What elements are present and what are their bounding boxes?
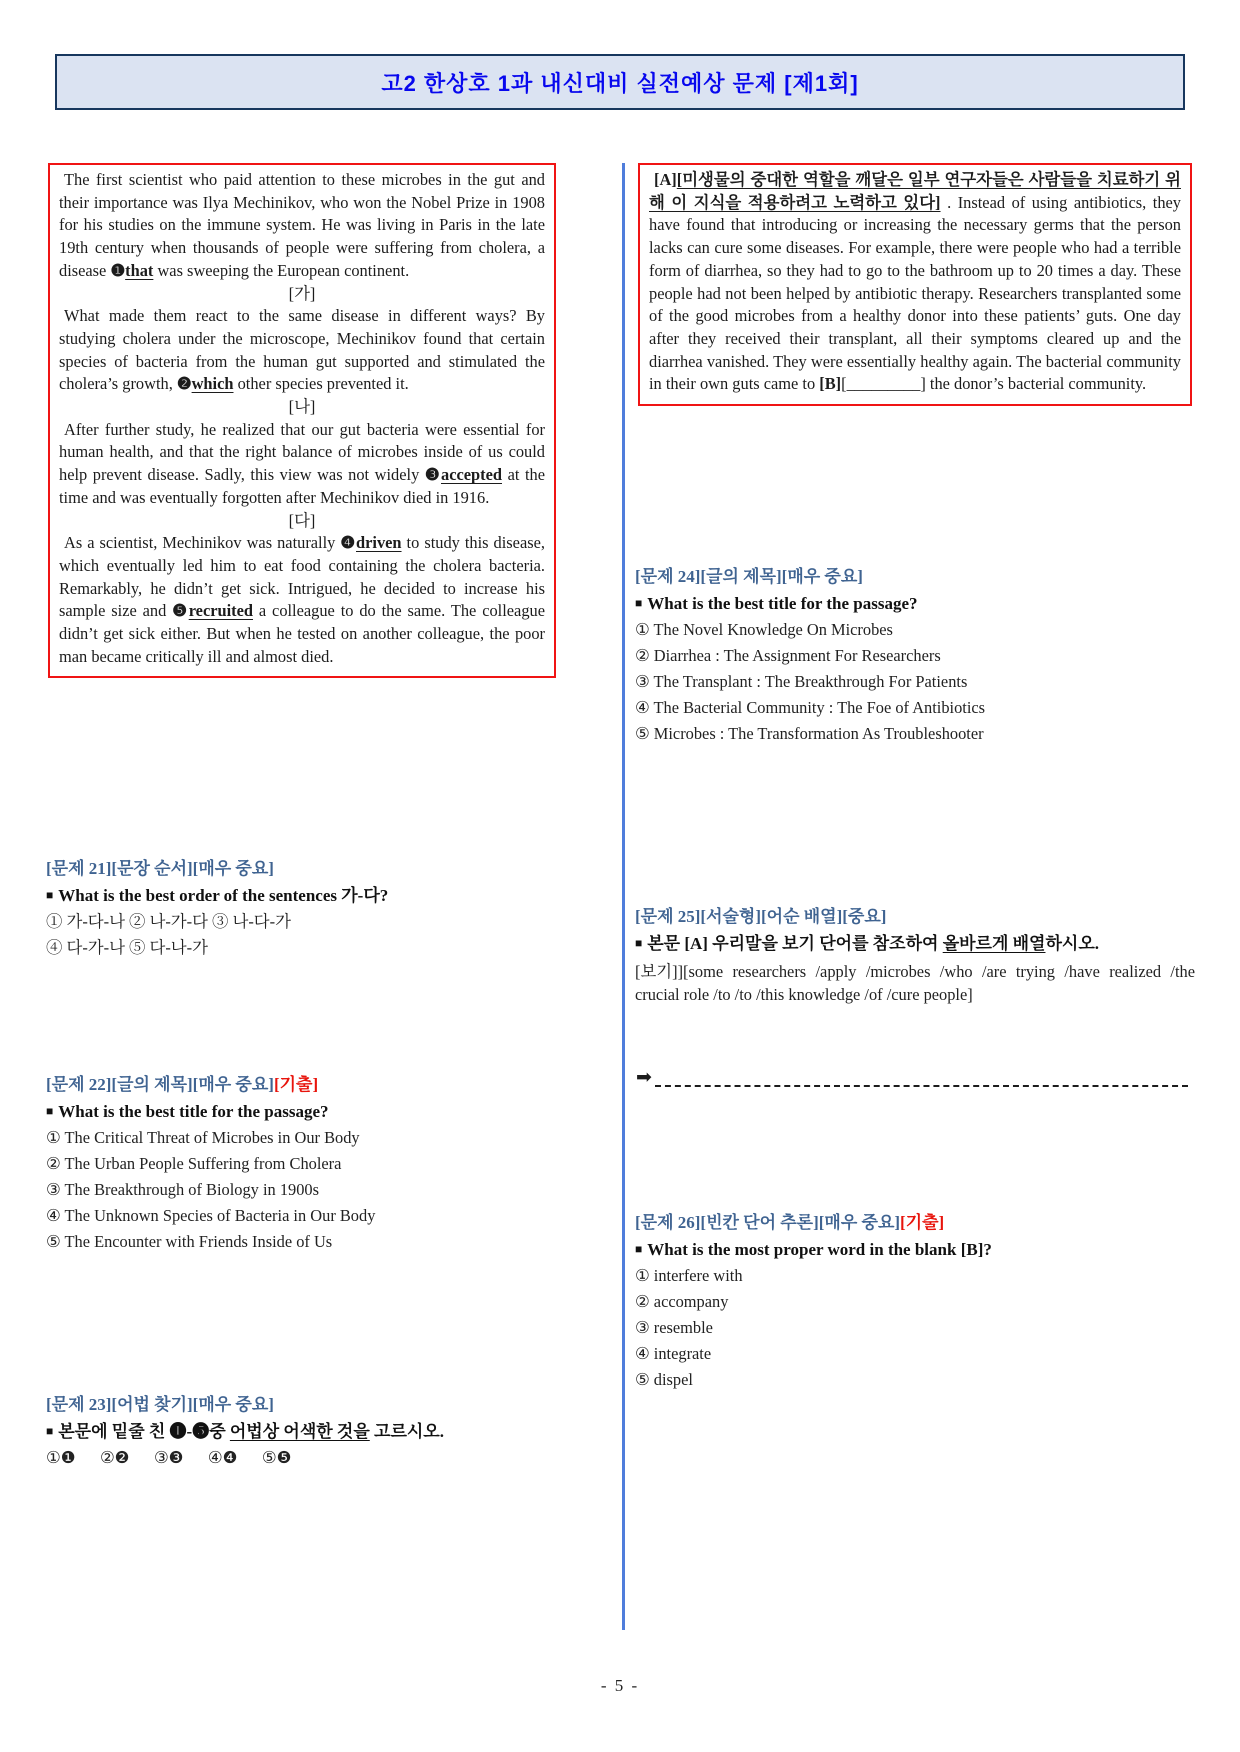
square-bullet-icon: ■ xyxy=(635,596,643,610)
question-23-text: ■ 본문에 밑줄 친 ❶-❺중 어법상 어색한 것을 고르시오. xyxy=(46,1422,444,1441)
section-label-na: [나] xyxy=(288,397,316,417)
question-24-option-5: ⑤ Microbes : The Transformation As Troubleshooter xyxy=(635,724,984,743)
passage-box-right xyxy=(638,163,1192,406)
question-22-text: ■ What is the best title for the passage? xyxy=(46,1102,329,1121)
passage-paragraph-ga: What made them react to the same disease in different ways? By studying cholera under the microscope, Mechinikov found that certain species of bacteria from the human gut supported and stimulated the cholera’s growth, ❷which other species prevented it. xyxy=(59,306,545,394)
question-26-text: ■ What is the most proper word in the blank [B]? xyxy=(635,1240,992,1259)
dashed-write-line xyxy=(655,1071,1188,1087)
question-22-label: [문제 22][글의 제목][매우 중요][기출] xyxy=(46,1075,319,1094)
question-25 xyxy=(635,904,1195,1006)
question-25-text: ■ 본문 [A] 우리말을 보기 단어를 참조하여 올바르게 배열하시오. xyxy=(635,934,1100,953)
question-22-option-3: ③ The Breakthrough of Biology in 1900s xyxy=(46,1180,319,1199)
question-25-label: [문제 25][서술형][어순 배열][중요] xyxy=(635,907,887,926)
column-divider xyxy=(622,163,625,1630)
question-22-option-5: ⑤ The Encounter with Friends Inside of Us xyxy=(46,1232,333,1251)
question-22-option-2: ② The Urban People Suffering from Cholera xyxy=(46,1154,342,1173)
question-21-label: [문제 21][문장 순서][매우 중요] xyxy=(46,859,274,878)
question-26-label: [문제 26][빈칸 단어 추론][매우 중요][기출] xyxy=(635,1213,945,1232)
square-bullet-icon: ■ xyxy=(46,1104,54,1118)
question-26-option-5: ⑤ dispel xyxy=(635,1370,693,1389)
question-24-text: ■ What is the best title for the passage? xyxy=(635,594,918,613)
passage-intro: The first scientist who paid attention to these microbes in the gut and their importance was Ilya Mechinikov, who won the Nobel Prize in 1908 for his studies on the immune system. He was living in Paris in the late 19th century when thousands of people were suffering from cholera, a disease ❶that was sweeping the European continent. xyxy=(59,170,545,280)
exam-title: 고2 한상호 1과 내신대비 실전예상 문제 [제1회] xyxy=(381,70,859,96)
question-23-label: [문제 23][어법 찾기][매우 중요] xyxy=(46,1395,274,1414)
question-26-option-3: ③ resemble xyxy=(635,1318,713,1337)
question-24-label: [문제 24][글의 제목][매우 중요] xyxy=(635,567,863,586)
question-24-option-3: ③ The Transplant : The Breakthrough For Patients xyxy=(635,672,968,691)
question-24-option-2: ② Diarrhea : The Assignment For Researchers xyxy=(635,646,941,665)
question-24-option-4: ④ The Bacterial Community : The Foe of Antibiotics xyxy=(635,698,986,717)
question-24-option-1: ① The Novel Knowledge On Microbes xyxy=(635,620,893,639)
question-22 xyxy=(46,1072,558,1255)
question-21-options-line-1: ① 가-다-나 ② 나-가-다 ③ 나-다-가 xyxy=(46,912,291,931)
question-26-option-2: ② accompany xyxy=(635,1292,729,1311)
question-26-option-1: ① interfere with xyxy=(635,1266,743,1285)
question-23 xyxy=(46,1392,558,1471)
square-bullet-icon: ■ xyxy=(46,888,54,902)
exam-title-banner xyxy=(55,54,1185,110)
square-bullet-icon: ■ xyxy=(635,936,643,950)
question-21-options-line-2: ④ 다-가-나 ⑤ 다-나-가 xyxy=(46,938,208,957)
answer-blank-line xyxy=(636,1068,1188,1087)
passage-paragraph-da: As a scientist, Mechinikov was naturally ❹driven to study this disease, which eventually led him to eat food containing the cholera bacteria. Remarkably, he didn’t get sick. Intrigued, he decided to increase his sample size and ❺recruited a colleague to do the same. The colleague didn’t get sick either. But when he tested on another colleague, the poor man became critically ill and almost died. xyxy=(59,533,545,666)
question-21 xyxy=(46,856,558,961)
question-22-option-1: ① The Critical Threat of Microbes in Our Body xyxy=(46,1128,360,1147)
question-21-text: ■ What is the best order of the sentences 가-다? xyxy=(46,886,389,905)
question-22-option-4: ④ The Unknown Species of Bacteria in Our Body xyxy=(46,1206,376,1225)
passage-box-left xyxy=(48,163,556,678)
page-number: - 5 - xyxy=(600,1676,640,1695)
question-26 xyxy=(635,1210,1201,1393)
question-24 xyxy=(635,564,1201,747)
square-bullet-icon: ■ xyxy=(635,1242,643,1256)
question-26-option-4: ④ integrate xyxy=(635,1344,712,1363)
square-bullet-icon: ■ xyxy=(46,1424,54,1438)
answer-arrow-icon: ➡ xyxy=(636,1066,652,1088)
section-label-ga: [가] xyxy=(288,283,316,303)
question-23-options-line: ①❶ ②❷ ③❸ ④❹ ⑤❺ xyxy=(46,1448,292,1467)
question-25-word-bank: [보기]][some researchers /apply /microbes /who /are trying /have realized /the crucial role /to /to /this knowledge /of /cure people] xyxy=(635,962,1195,1004)
passage-right-body: [A][미생물의 중대한 역할을 깨달은 일부 연구자들은 사람들을 치료하기 위해 이 지식을 적용하려고 노력하고 있다] . Instead of using antibiotics, they have found that introducing or increasing the necessary germs that the person lacks can cure some diseases. For example, there were people who had a terrible form of diarrhea, so they had to go to the bathroom up to 20 times a day. These people had not been helped by antibiotic therapy. Researchers transplanted some of the good microbes from a healthy donor into these patients’ guts. One day after they received their transplant, all their symptoms cleared up and the diarrhea vanished. They were essentially healthy again. The bacterial community in their own guts came to [B][_________] the donor’s bacterial community. xyxy=(649,170,1182,394)
passage-paragraph-na: After further study, he realized that our gut bacteria were essential for human health, and that the right balance of microbes inside of us could help prevent disease. Sadly, this view was not widely ❸accepted at the time and was eventually forgotten after Mechinikov died in 1916. xyxy=(59,419,545,507)
section-label-da: [다] xyxy=(288,510,316,530)
